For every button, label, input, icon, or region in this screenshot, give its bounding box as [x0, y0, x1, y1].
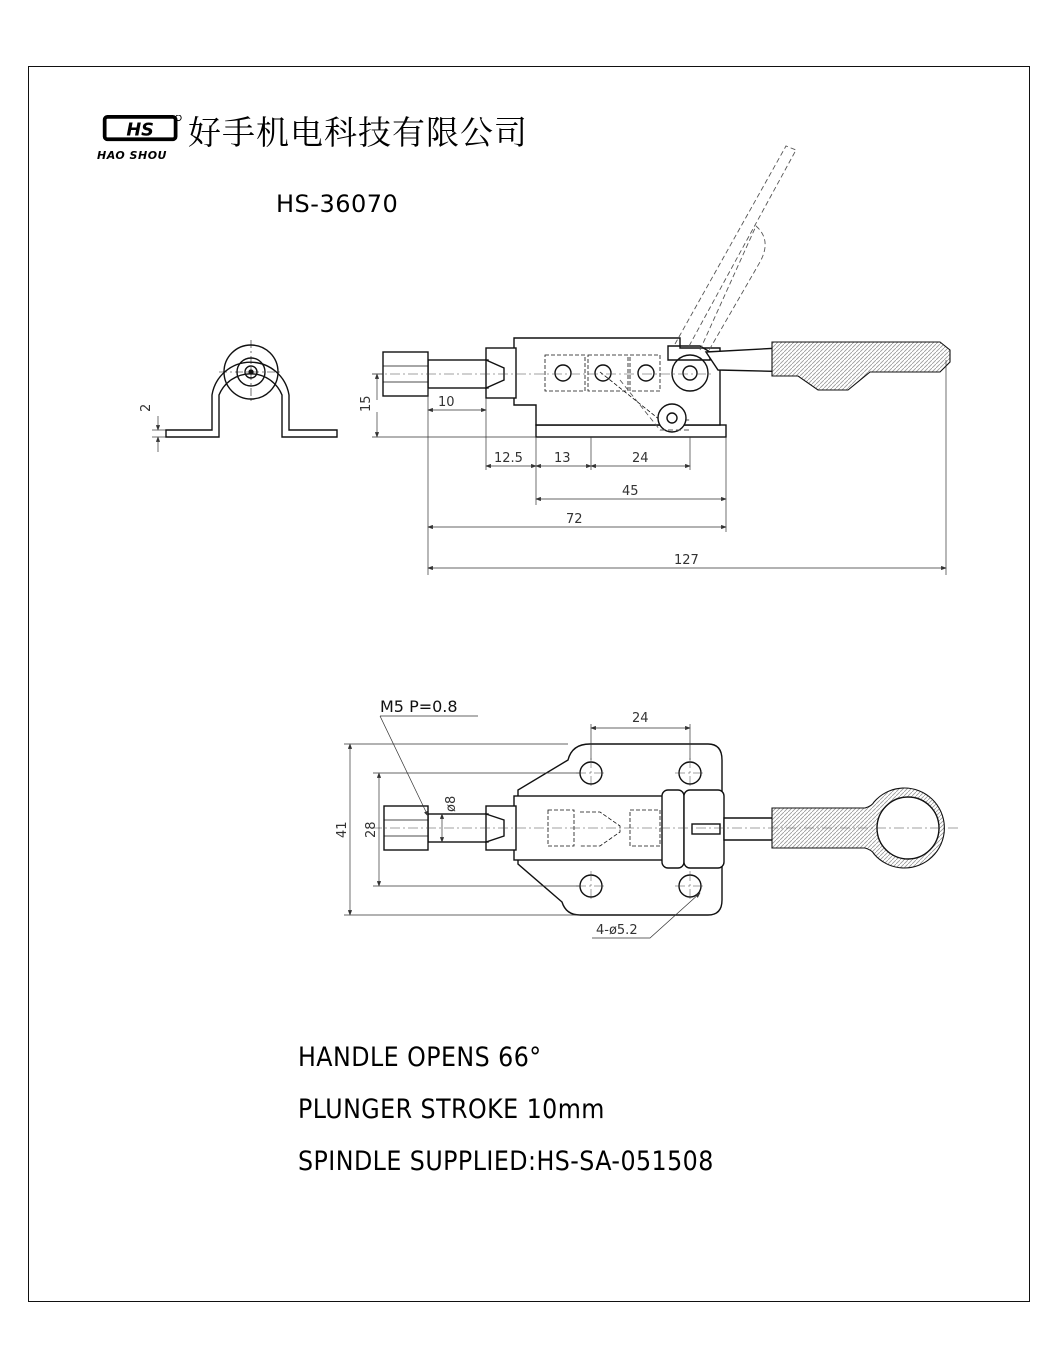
dim-hole-pitch: 28: [364, 821, 379, 838]
dim-holes: 4-ø5.2: [596, 923, 638, 938]
dim-hole-spacing: 24: [632, 711, 649, 726]
side-view: [372, 146, 950, 437]
top-view: [372, 744, 960, 915]
company-name: 好手机电科技有限公司: [188, 113, 528, 152]
logo-subtitle: HAO SHOU: [97, 149, 167, 162]
dim-d4: 45: [622, 484, 639, 499]
dim-thickness: 2: [139, 403, 154, 412]
dim-d1: 12.5: [494, 451, 523, 466]
dim-plunger-dia: ø8: [444, 795, 459, 812]
end-view: [152, 340, 337, 452]
dim-d2: 13: [554, 451, 571, 466]
model-number: HS-36070: [276, 190, 399, 218]
dim-thread-length: 10: [438, 395, 455, 410]
thread-label: M5 P=0.8: [380, 697, 458, 716]
note-plunger-stroke: PLUNGER STROKE 10mm: [298, 1094, 605, 1125]
dim-d5: 72: [566, 512, 583, 527]
note-spindle: SPINDLE SUPPLIED:HS-SA-051508: [298, 1146, 714, 1177]
dim-overall: 127: [674, 553, 699, 568]
note-handle-opens: HANDLE OPENS 66°: [298, 1042, 542, 1073]
dim-d3: 24: [632, 451, 649, 466]
logo-text: HS: [126, 120, 154, 141]
dim-height: 15: [359, 395, 374, 412]
dim-base-width: 41: [335, 821, 350, 838]
